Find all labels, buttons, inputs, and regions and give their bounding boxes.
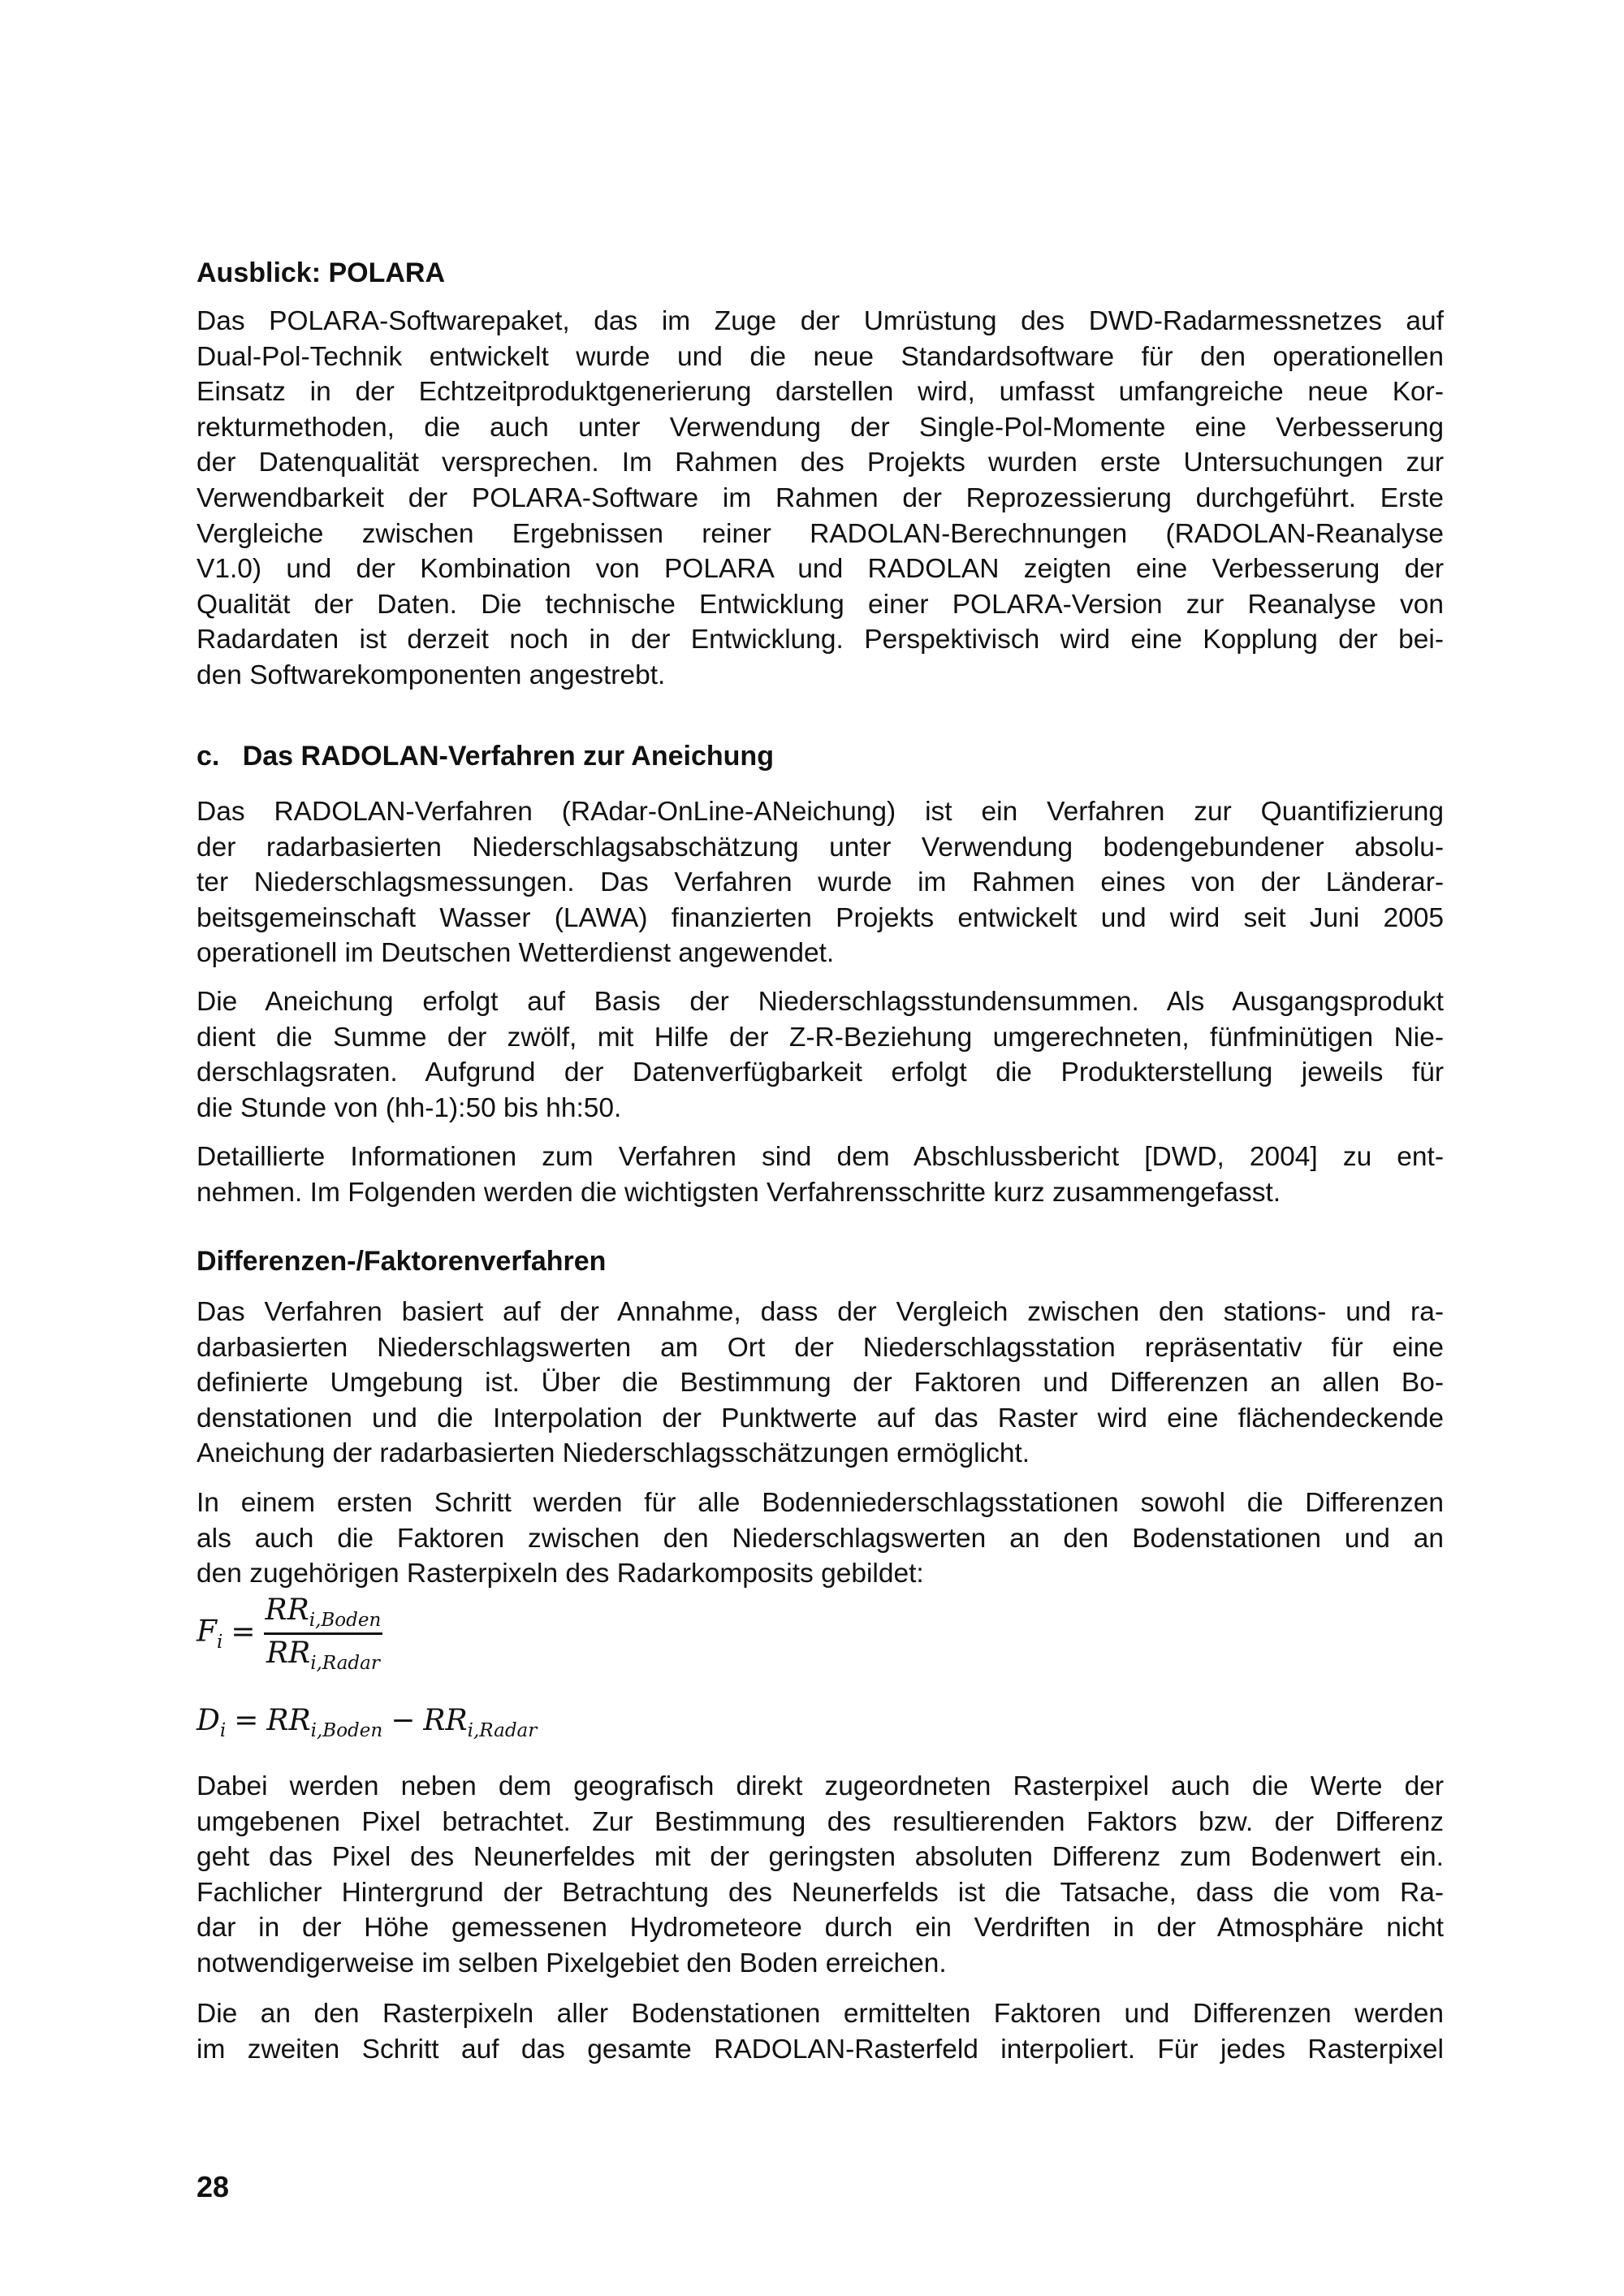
formula-difference: $D_i = RR_{i,Boden} - RR_{i,Radar}$ xyxy=(197,1704,538,1742)
paragraph-radolan-intro xyxy=(197,794,1444,971)
fraction xyxy=(264,1593,383,1674)
text-line: im zweiten Schritt auf das gesamte RADOLAN-Rasterfeld interpoliert. Für jedes Rasterpixel xyxy=(197,2034,1444,2065)
text-line: umgebenen Pixel betrachtet. Zur Bestimmung des resultierenden Faktors bzw. der Differenz xyxy=(197,1806,1444,1837)
text-line: Fachlicher Hintergrund der Betrachtung des Neunerfelds ist die Tatsache, dass die vom Ra- xyxy=(197,1877,1444,1908)
text-line: Qualität der Daten. Die technische Entwicklung einer POLARA-Version zur Reanalyse von xyxy=(197,589,1444,620)
text-line: als auch die Faktoren zwischen den Niederschlagswerten an den Bodenstationen und an xyxy=(197,1523,1444,1554)
paragraph-erster-schritt xyxy=(197,1485,1444,1592)
text-line: Einsatz in der Echtzeitproduktgenerierung darstellen wird, umfasst umfangreiche neue Kor- xyxy=(197,377,1444,408)
text-line: Dual-Pol-Technik entwickelt wurde und die neue Standardsoftware für den operationellen xyxy=(197,341,1444,372)
text-line: Detaillierte Informationen zum Verfahren sind dem Abschlussbericht [DWD, 2004] zu ent- xyxy=(197,1142,1444,1172)
text-line: den zugehörigen Rasterpixeln des Radarkomposits gebildet: xyxy=(197,1559,924,1589)
text-line: nehmen. Im Folgenden werden die wichtigsten Verfahrensschritte kurz zusammengefasst. xyxy=(197,1177,1281,1208)
paragraph-verfahren-annahme xyxy=(197,1295,1444,1472)
paragraph-zweiter-schritt xyxy=(197,1996,1444,2067)
formula-f-lhs: F xyxy=(197,1615,217,1649)
text-line: den Softwarekomponenten angestrebt. xyxy=(197,659,666,690)
equals-sign: = xyxy=(231,1615,256,1649)
formula-f-lhs-sub: i xyxy=(216,1631,223,1653)
text-line: die Stunde von (hh-1):50 bis hh:50. xyxy=(197,1092,622,1123)
text-line: der radarbasierten Niederschlagsabschätzung unter Verwendung bodengebundener absolu- xyxy=(197,832,1444,863)
text-line: In einem ersten Schritt werden für alle Bodenniederschlagsstationen sowohl die Differenzen xyxy=(197,1488,1444,1518)
text-line: Das POLARA-Softwarepaket, das im Zuge der Umrüstung des DWD-Radarmessnetzes auf xyxy=(197,306,1444,336)
text-line: der Datenqualität versprechen. Im Rahmen des Projekts wurden erste Untersuchungen zur xyxy=(197,448,1444,478)
paragraph-neunerfeld xyxy=(197,1769,1444,1982)
text-line: denstationen und die Interpolation der Punktwerte auf das Raster wird eine flächendeckende xyxy=(197,1403,1444,1433)
paragraph-polara xyxy=(197,304,1444,694)
text-line: Das RADOLAN-Verfahren (RAdar-OnLine-ANeichung) ist ein Verfahren zur Quantifizierung xyxy=(197,797,1444,827)
text-line: dient die Summe der zwölf, mit Hilfe der Z-R-Beziehung umgerechneten, fünfminütigen Nie- xyxy=(197,1022,1444,1053)
text-line: notwendigerweise im selben Pixelgebiet den Boden erreichen. xyxy=(197,1948,947,1978)
text-line: Dabei werden neben dem geografisch direkt zugeordneten Rasterpixel auch die Werte der xyxy=(197,1771,1444,1801)
text-line: ter Niederschlagsmessungen. Das Verfahren wurde im Rahmen eines von der Länderar- xyxy=(197,867,1444,898)
text-line: darbasierten Niederschlagswerten am Ort der Niederschlagsstation repräsentativ für eine xyxy=(197,1332,1444,1363)
numerator: $RR_{i,Boden}$ xyxy=(264,1593,383,1635)
paragraph-informationen xyxy=(197,1139,1444,1210)
text-line: Die an den Rasterpixeln aller Bodenstationen ermittelten Faktoren und Differenzen werden xyxy=(197,1999,1444,2029)
text-line: definierte Umgebung ist. Über die Bestimmung der Faktoren und Differenzen an allen Bo- xyxy=(197,1368,1444,1399)
text-line: geht das Pixel des Neunerfeldes mit der geringsten absoluten Differenz zum Bodenwert ein. xyxy=(197,1842,1444,1873)
text-line: Aneichung der radarbasierten Niederschlagsschätzungen ermöglicht. xyxy=(197,1438,1030,1469)
text-line: dar in der Höhe gemessenen Hydrometeore durch ein Verdriften in der Atmosphäre nicht xyxy=(197,1913,1444,1944)
text-line: rekturmethoden, die auch unter Verwendung der Single-Pol-Momente eine Verbesserung xyxy=(197,412,1444,443)
text-line: Radardaten ist derzeit noch in der Entwicklung. Perspektivisch wird eine Kopplung der bei- xyxy=(197,625,1444,655)
text-line: Vergleiche zwischen Ergebnissen reiner RADOLAN-Berechnungen (RADOLAN-Reanalyse xyxy=(197,518,1444,549)
text-line: beitsgemeinschaft Wasser (LAWA) finanzierten Projekts entwickelt und wird seit Juni 2005 xyxy=(197,902,1444,933)
denominator: $RR_{i,Radar}$ xyxy=(266,1637,380,1675)
heading-ausblick-polara: Ausblick: POLARA xyxy=(197,257,446,288)
text-line: Die Aneichung erfolgt auf Basis der Niederschlagsstundensummen. Als Ausgangsprodukt xyxy=(197,987,1444,1017)
page-number: 28 xyxy=(197,2170,230,2203)
text-line: operationell im Deutschen Wetterdienst angewendet. xyxy=(197,938,835,969)
paragraph-aneichung xyxy=(197,984,1444,1126)
formula-factor xyxy=(197,1593,382,1674)
text-line: Verwendbarkeit der POLARA-Software im Rahmen der Reprozessierung durchgeführt. Erste xyxy=(197,482,1444,513)
heading-differenzen-faktorenverfahren: Differenzen-/Faktorenverfahren xyxy=(197,1246,607,1277)
text-line: V1.0) und der Kombination von POLARA und RADOLAN zeigten eine Verbesserung der xyxy=(197,554,1444,585)
text-line: Das Verfahren basiert auf der Annahme, dass der Vergleich zwischen den stations- und ra- xyxy=(197,1297,1444,1327)
heading-radolan-verfahren: c. Das RADOLAN-Verfahren zur Aneichung xyxy=(197,741,774,772)
text-line: derschlagsraten. Aufgrund der Datenverfügbarkeit erfolgt die Produkterstellung jeweils für xyxy=(197,1057,1444,1088)
